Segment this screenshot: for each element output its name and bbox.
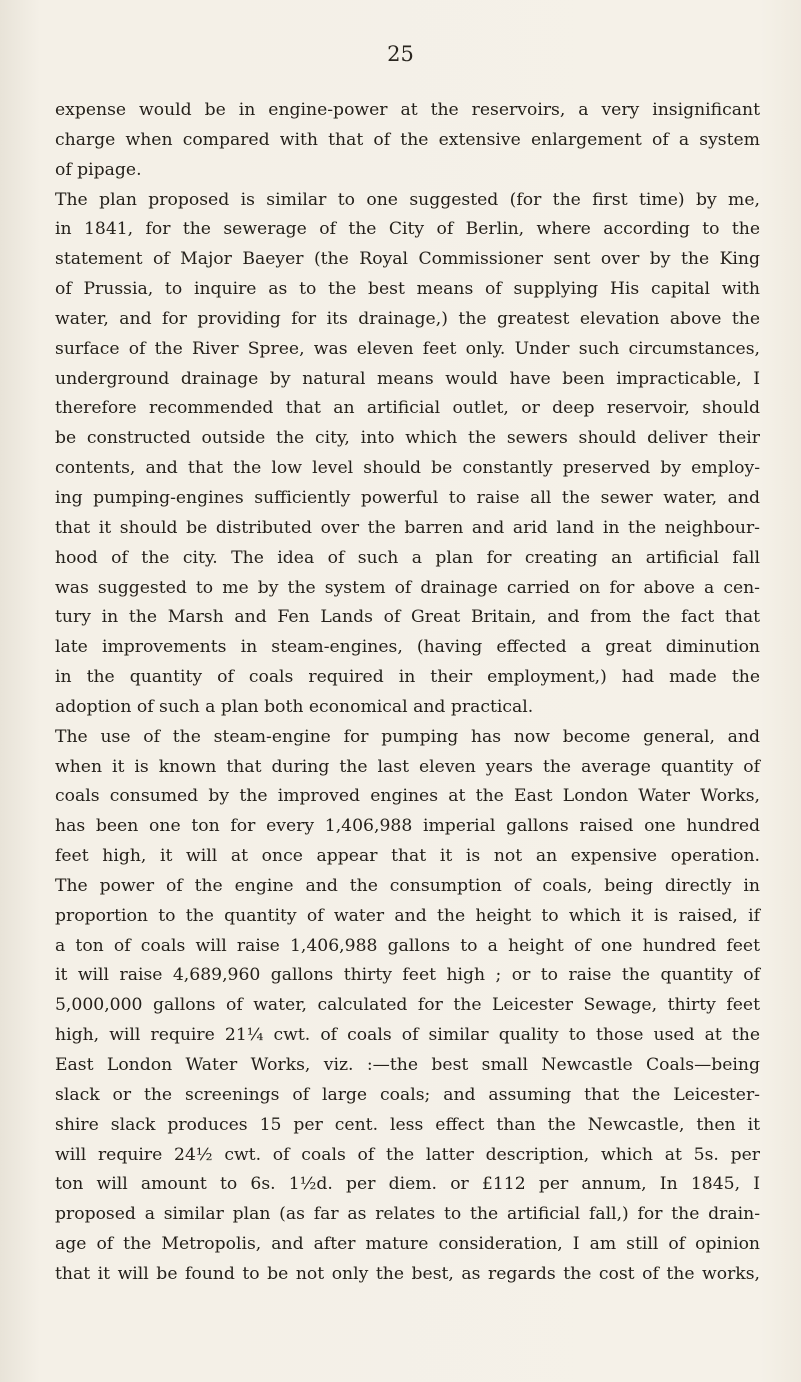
text-line: charge when compared with that of the extensive enlargement of a system [55, 129, 760, 150]
text-line: of Prussia, to inquire as to the best means of supplying His capital with [55, 279, 760, 300]
text-line: The power of the engine and the consumption of coals, being directly in [55, 875, 760, 896]
text-line: statement of Major Baeyer (the Royal Commissioner sent over by the King [55, 249, 760, 270]
text-line: water, and for providing for its drainage,) the greatest elevation above the [55, 308, 760, 329]
text-line: The plan proposed is similar to one suggested (for the first time) by me, [55, 189, 760, 210]
text-line: proportion to the quantity of water and the height to which it is raised, if [55, 905, 760, 926]
text-line: high, will require 21¼ cwt. of coals of similar quality to those used at the [55, 1025, 760, 1046]
text-line: was suggested to me by the system of drainage carried on for above a cen- [55, 577, 760, 598]
text-line: will require 24½ cwt. of coals of the latter description, which at 5s. per [55, 1144, 760, 1165]
text-line: of pipage. [55, 159, 142, 180]
text-line: tury in the Marsh and Fen Lands of Great Britain, and from the fact that [55, 607, 760, 628]
text-line: late improvements in steam-engines, (having effected a great diminution [55, 637, 760, 658]
text-line: when it is known that during the last eleven years the average quantity of [55, 756, 760, 777]
text-line: in the quantity of coals required in their employment,) had made the [55, 667, 760, 688]
text-line: that it should be distributed over the barren and arid land in the neighbour- [55, 517, 760, 538]
text-line: hood of the city. The idea of such a plan for creating an artificial fall [55, 547, 760, 568]
text-line: surface of the River Spree, was eleven feet only. Under such circumstances, [55, 338, 760, 359]
text-line: 5,000,000 gallons of water, calculated for the Leicester Sewage, thirty feet [55, 995, 760, 1016]
text-line: a ton of coals will raise 1,406,988 gallons to a height of one hundred feet [55, 935, 760, 956]
text-line: be constructed outside the city, into which the sewers should deliver their [55, 428, 760, 449]
page-number: 25 [387, 42, 414, 66]
text-line: proposed a similar plan (as far as relates to the artificial fall,) for the drain- [55, 1204, 760, 1225]
text-line: in 1841, for the sewerage of the City of Berlin, where according to the [55, 219, 760, 240]
text-line: ton will amount to 6s. 1½d. per diem. or £112 per annum, In 1845, I [55, 1174, 760, 1195]
text-line: has been one ton for every 1,406,988 imperial gallons raised one hundred [55, 816, 760, 837]
text-line: expense would be in engine-power at the reservoirs, a very insignificant [55, 100, 760, 120]
text-line: feet high, it will at once appear that it is not an expensive operation. [55, 846, 760, 867]
text-line: ing pumping-engines sufficiently powerful to raise all the sewer water, and [55, 487, 760, 508]
text-line: shire slack produces 15 per cent. less effect than the Newcastle, then it [55, 1114, 760, 1135]
text-line: East London Water Works, viz. :—the best small Newcastle Coals—being [55, 1055, 760, 1075]
text-line: adoption of such a plan both economical and practical. [55, 696, 534, 717]
text-line: it will raise 4,689,960 gallons thirty feet high ; or to raise the quantity of [55, 965, 760, 986]
text-line: age of the Metropolis, and after mature consideration, I am still of opinion [55, 1234, 760, 1255]
text-line: coals consumed by the improved engines at the East London Water Works, [55, 786, 760, 807]
text-line: slack or the screenings of large coals; and assuming that the Leicester- [55, 1084, 760, 1105]
text-line: underground drainage by natural means would have been impracticable, I [55, 368, 760, 389]
text-line: that it will be found to be not only the best, as regards the cost of the works, [55, 1263, 760, 1284]
text-line: therefore recommended that an artificial outlet, or deep reservoir, should [55, 398, 760, 419]
body-text [55, 96, 760, 1290]
text-line: contents, and that the low level should be constantly preserved by employ- [55, 458, 760, 479]
text-line: The use of the steam-engine for pumping has now become general, and [55, 726, 760, 747]
